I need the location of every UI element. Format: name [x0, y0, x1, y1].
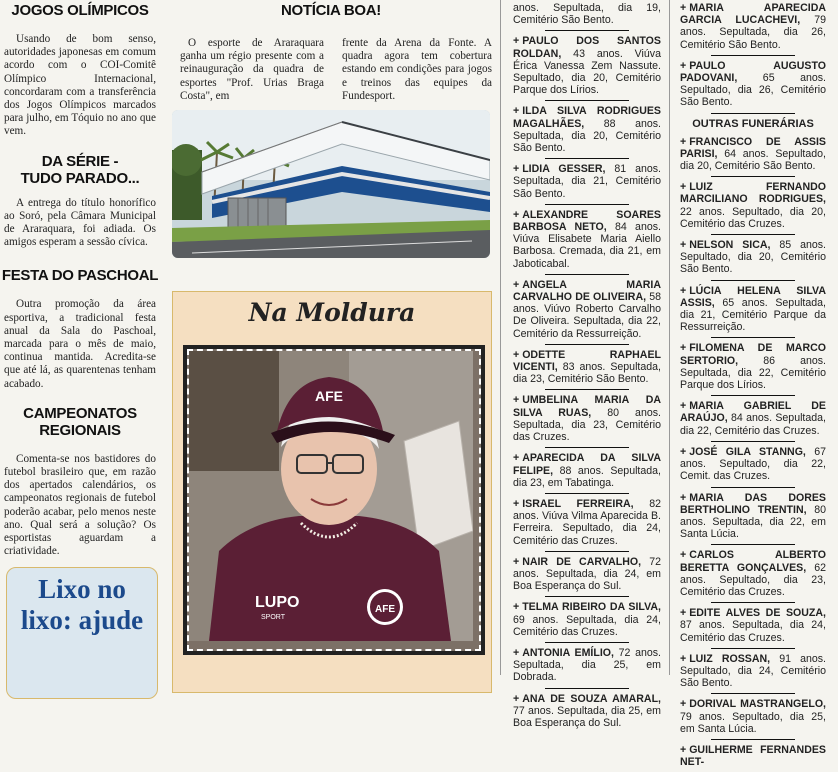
obituary-text: 64 anos. Sepultado, dia 20, Cemitério São Bento.	[680, 147, 826, 173]
column-divider	[669, 0, 670, 675]
obituary-entry	[513, 601, 661, 638]
obituary-divider	[711, 176, 795, 177]
cross-icon: +	[680, 342, 687, 355]
obituary-entry	[513, 163, 661, 200]
obituary-name: LUIZ FERNANDO MARCILIANO RODRIGUES,	[680, 181, 826, 206]
obituary-text: 79 anos. Sepultada, dia 26, Cemitério São Bento.	[680, 14, 826, 51]
cross-icon: +	[680, 607, 687, 620]
obituary-name: PAULO AUGUSTO PADOVANI,	[680, 59, 826, 85]
obituary-entry	[680, 744, 826, 768]
obituary-entry	[680, 607, 826, 644]
obituary-name: FILOMENA DE MARCO SERTORIO,	[680, 342, 826, 367]
obituary-name: ANTONIA EMÍLIO,	[522, 646, 614, 659]
headline-noticia-boa: NOTÍCIA BOA!	[280, 2, 381, 19]
obituary-name: EDITE ALVES DE SOUZA,	[689, 607, 826, 620]
obituary-name: UMBELINA MARIA DA SILVA RUAS,	[513, 394, 661, 419]
cross-icon: +	[680, 549, 687, 562]
obituary-divider	[711, 739, 795, 740]
cross-icon: +	[513, 35, 520, 48]
cross-icon: +	[680, 181, 687, 194]
lixo-ad-box	[6, 567, 158, 699]
obituary-divider	[545, 389, 629, 390]
na-moldura-title: Na Moldura	[248, 298, 416, 327]
obituary-divider	[711, 544, 795, 545]
court-photo	[172, 110, 490, 258]
obituary-entry	[680, 285, 826, 334]
obituary-divider	[711, 693, 795, 694]
obituary-divider	[545, 551, 629, 552]
cross-icon: +	[680, 400, 687, 413]
obituary-text: 91 anos. Sepultado, dia 24, Cemitério São Bento.	[680, 652, 826, 690]
headline-campeonatos-1: CAMPEONATOS	[23, 404, 137, 422]
obituary-text: 58 anos. Viúvo Roberto Carvalho De Oliveira. Sepultada, dia 22, Cemitério da Ressurreição.	[513, 291, 661, 340]
obituary-column-right	[680, 0, 826, 772]
cross-icon: +	[513, 348, 520, 361]
obituary-divider	[545, 100, 629, 101]
obituary-text: 88 anos. Sepultada, dia 23, em Tabatinga.	[513, 464, 661, 489]
paragraph-jogos: Usando de bom senso, autoridades japonesas em comum acordo com o COI-Comitê Olímpico Internacional, concordaram com a transferência dos Jogos Olímpicos marcados para julho, em Tóquio no ano que vem.	[4, 33, 156, 138]
cross-icon: +	[680, 2, 687, 14]
obituary-entry	[680, 446, 826, 483]
cross-icon: +	[680, 59, 687, 72]
obituary-text: anos. Sepultada, dia 19, Cemitério São Bento.	[513, 2, 661, 27]
obituary-name: LIDIA GESSER,	[522, 163, 606, 176]
obituary-name: CARLOS ALBERTO BERETTA GONÇALVES,	[680, 549, 826, 574]
obituary-divider	[545, 493, 629, 494]
obituary-entry	[513, 498, 661, 547]
obituary-name: APARECIDA DA SILVA FELIPE,	[513, 452, 661, 477]
obituary-name: LÚCIA HELENA SILVA ASSIS,	[680, 284, 826, 309]
obituary-divider	[711, 487, 795, 488]
obituary-name: ODETTE RAPHAEL VICENTI,	[513, 348, 661, 374]
obituary-text: 80 anos. Sepultada, dia 22, em Santa Lúcia.	[680, 503, 826, 541]
obituary-text: 65 anos. Sepultado, dia 26, Cemitério São Bento.	[680, 72, 826, 109]
headline-serie-1: DA SÉRIE -	[41, 152, 119, 170]
obituary-text: 84 anos. Sepultada, dia 22, Cemitério das Cruzes.	[680, 412, 826, 437]
obituary-entry	[680, 342, 826, 391]
obituary-entry	[513, 105, 661, 154]
headline-jogos: JOGOS OLÍMPICOS	[11, 2, 149, 19]
cross-icon: +	[513, 452, 520, 465]
obituary-text: 83 anos. Sepultada, dia 23, Cemitério São Bento.	[513, 361, 661, 386]
obituary-name: TELMA RIBEIRO DA SILVA,	[522, 601, 661, 614]
obituary-text: 65 anos. Sepultada, dia 21, Cemitério Parque da Ressurreição.	[680, 296, 826, 334]
middle-column	[170, 0, 492, 621]
obituary-name: MARIA APARECIDA GARCIA LUCACHEVI,	[680, 2, 826, 27]
obituary-name: MARIA DAS DORES BERTHOLINO TRENTIN,	[680, 491, 826, 516]
obituary-text: 72 anos. Sepultada, dia 25, em Dobrada.	[513, 646, 661, 684]
obituary-entry	[680, 400, 826, 437]
cross-icon: +	[680, 284, 687, 297]
obituary-entry	[680, 60, 826, 109]
obituary-entry	[513, 35, 661, 96]
obituary-divider	[545, 30, 629, 31]
cross-icon: +	[513, 601, 520, 614]
cross-icon: +	[680, 743, 687, 756]
obituary-divider	[711, 113, 795, 114]
obituary-name: ANGELA MARIA CARVALHO DE OLIVEIRA,	[513, 278, 661, 304]
obituary-text: 88 anos. Sepultada, dia 20, Cemitério São Bento.	[513, 117, 661, 155]
obituary-entry	[680, 2, 826, 51]
obituary-name: NAIR DE CARVALHO,	[522, 555, 642, 568]
paragraph-paschoal: Outra promoção da área esportiva, a tradicional festa anual da Sala do Paschoal, marcada para o mês de maio, continua mantida. Acredita-se que até lá, as quarentenas tenham acabado.	[4, 298, 156, 390]
obituary-divider	[711, 337, 795, 338]
obituary-name: GUILHERME FERNANDES NET-	[680, 743, 826, 769]
obituary-text: 81 anos. Sepultada, dia 21, Cemitério São Bento.	[513, 163, 661, 200]
obituary-entry	[513, 394, 661, 443]
obituary-entry	[513, 452, 661, 489]
obituary-divider	[711, 648, 795, 649]
obituary-text: 86 anos. Sepultada, dia 22, Cemitério Parque dos Lírios.	[680, 354, 826, 392]
obituary-text: 22 anos. Sepultado, dia 20, Cemitério das Cruzes.	[680, 205, 826, 230]
obituary-entry	[680, 239, 826, 276]
obituary-name: MARIA GABRIEL DE ARAÚJO,	[680, 400, 826, 425]
cross-icon: +	[513, 692, 520, 705]
obituary-divider	[545, 274, 629, 275]
obituary-divider	[711, 602, 795, 603]
obituary-entry	[680, 653, 826, 690]
obituary-name: PAULO DOS SANTOS ROLDAN,	[513, 35, 661, 60]
cross-icon: +	[513, 105, 520, 118]
obituary-entry	[513, 2, 661, 26]
paragraph-serie: A entrega do título honorífico ao Soró, pela Câmara Municipal de Araraquara, foi adiada. Os amigos esperam a sessão cívica.	[4, 196, 156, 249]
obituary-name: JOSÉ GILA STANNG,	[689, 445, 806, 458]
obituary-text: 84 anos. Viúva Elisabete Maria Aiello Barbosa. Cremada, dia 21, em Jaboticabal.	[513, 221, 661, 270]
obituary-divider	[545, 158, 629, 159]
cross-icon: +	[680, 652, 687, 665]
obituary-text: 82 anos. Viúva Vilma Aparecida B. Ferreira. Sepultado, dia 24, Cemitério das Cruzes.	[513, 497, 661, 547]
shirt-badge-text: AFE	[375, 604, 395, 615]
paragraph-noticia-b: frente da Arena da Fonte. A quadra agora tem cobertura estando em condições para jogos e treinos das equipes da Fundesport.	[342, 37, 492, 102]
obituary-text: 85 anos. Sepultado, dia 20, Cemitério São Bento.	[680, 239, 826, 276]
obituary-entry	[680, 492, 826, 541]
cross-icon: +	[680, 698, 687, 711]
obituary-entry	[513, 647, 661, 684]
obituary-name: ISRAEL FERREIRA,	[522, 497, 634, 510]
cap-logo-text: AFE	[315, 388, 343, 404]
column-divider	[500, 0, 501, 675]
na-moldura-box	[172, 291, 492, 693]
shirt-sponsor-sub: SPORT	[261, 614, 285, 621]
cross-icon: +	[513, 394, 520, 407]
obituary-text: 72 anos. Sepultada, dia 24, em Boa Esperança do Sul.	[513, 555, 661, 593]
portrait-photo	[187, 349, 481, 651]
obituary-divider	[711, 234, 795, 235]
cross-icon: +	[513, 497, 520, 510]
obituary-divider	[545, 688, 629, 689]
headline-serie-2: TUDO PARADO...	[20, 169, 140, 187]
cross-icon: +	[680, 135, 687, 148]
obituary-text: 80 anos. Sepultada, dia 23, Cemitério das Cruzes.	[513, 406, 661, 444]
lixo-ad-line1: Lixo no	[38, 574, 126, 604]
obituary-divider	[545, 344, 629, 345]
obituary-name: ANA DE SOUZA AMARAL,	[522, 692, 661, 705]
obituary-entry	[680, 698, 826, 735]
obituary-text: 87 anos. Sepultada, dia 24, Cemitério das Cruzes.	[680, 619, 826, 644]
obituary-divider	[545, 642, 629, 643]
obituary-text: 43 anos. Viúva Érica Vanessa Zem Nassute. Sepultado, dia 20, Cemitério Parque dos Lírios.	[513, 47, 661, 97]
obituary-entry	[513, 279, 661, 340]
obituary-name: DORIVAL MASTRANGELO,	[689, 698, 826, 711]
obituary-entry	[680, 549, 826, 598]
obituary-divider	[545, 204, 629, 205]
obituary-name: ILDA SILVA RODRIGUES MAGALHÃES,	[513, 105, 661, 130]
obituary-text: 77 anos. Sepultada, dia 25, em Boa Esperança do Sul.	[513, 704, 661, 729]
obituary-name: ALEXANDRE SOARES BARBOSA NETO,	[513, 208, 661, 234]
obituary-entry	[680, 136, 826, 173]
cross-icon: +	[680, 445, 687, 458]
obituary-text: 67 anos. Sepultado, dia 22, Cemit. das Cruzes.	[680, 445, 826, 483]
obituary-entry	[513, 693, 661, 730]
cross-icon: +	[513, 163, 520, 176]
obituary-divider	[711, 280, 795, 281]
obituary-entry	[513, 556, 661, 593]
portrait-frame	[183, 345, 485, 655]
shirt-sponsor-text: LUPO	[255, 594, 300, 611]
headline-campeonatos-2: REGIONAIS	[39, 421, 121, 439]
cross-icon: +	[680, 491, 687, 504]
cross-icon: +	[680, 239, 687, 252]
obituary-name: FRANCISCO DE ASSIS PARISI,	[680, 135, 826, 160]
obituary-name: NELSON SICA,	[689, 239, 771, 252]
lixo-ad-line2: lixo: ajude	[20, 605, 144, 635]
obituary-name: LUIZ ROSSAN,	[689, 652, 771, 665]
obituary-text: 79 anos. Sepultado, dia 25, em Santa Lúcia.	[680, 710, 826, 735]
obituary-entry	[513, 349, 661, 386]
obituary-entry	[513, 209, 661, 270]
cross-icon: +	[513, 208, 520, 221]
cross-icon: +	[513, 278, 520, 291]
left-column	[0, 0, 160, 558]
headline-paschoal: FESTA DO PASCHOAL	[1, 267, 159, 285]
cross-icon: +	[513, 646, 520, 659]
paragraph-noticia-a: O esporte de Araraquara ganha um régio presente com a reinauguração da quadra de esportes "Prof. Urias Braga Costa", em	[180, 37, 324, 102]
paragraph-campeonatos: Comenta-se nos bastidores do futebol brasileiro que, em razão dos apertados calendários, os campeonatos regionais de futebol poderão acabar, pelo menos neste ano. Qual será a solução? Os esportistas aguardam a criatividade.	[4, 452, 156, 558]
obituary-divider	[545, 596, 629, 597]
cross-icon: +	[513, 555, 520, 568]
obituary-column-left	[513, 0, 661, 733]
obituary-divider	[711, 55, 795, 56]
obituary-divider	[545, 447, 629, 448]
obituary-divider	[711, 441, 795, 442]
obituary-divider	[711, 395, 795, 396]
obituary-entry	[680, 181, 826, 230]
obituary-text: 69 anos. Sepultada, dia 24, Cemitério das Cruzes.	[513, 613, 661, 638]
obituary-subhead: OUTRAS FUNERÁRIAS	[692, 117, 814, 130]
obituary-text: 62 anos. Sepultado, dia 23, Cemitério das Cruzes.	[680, 561, 826, 598]
